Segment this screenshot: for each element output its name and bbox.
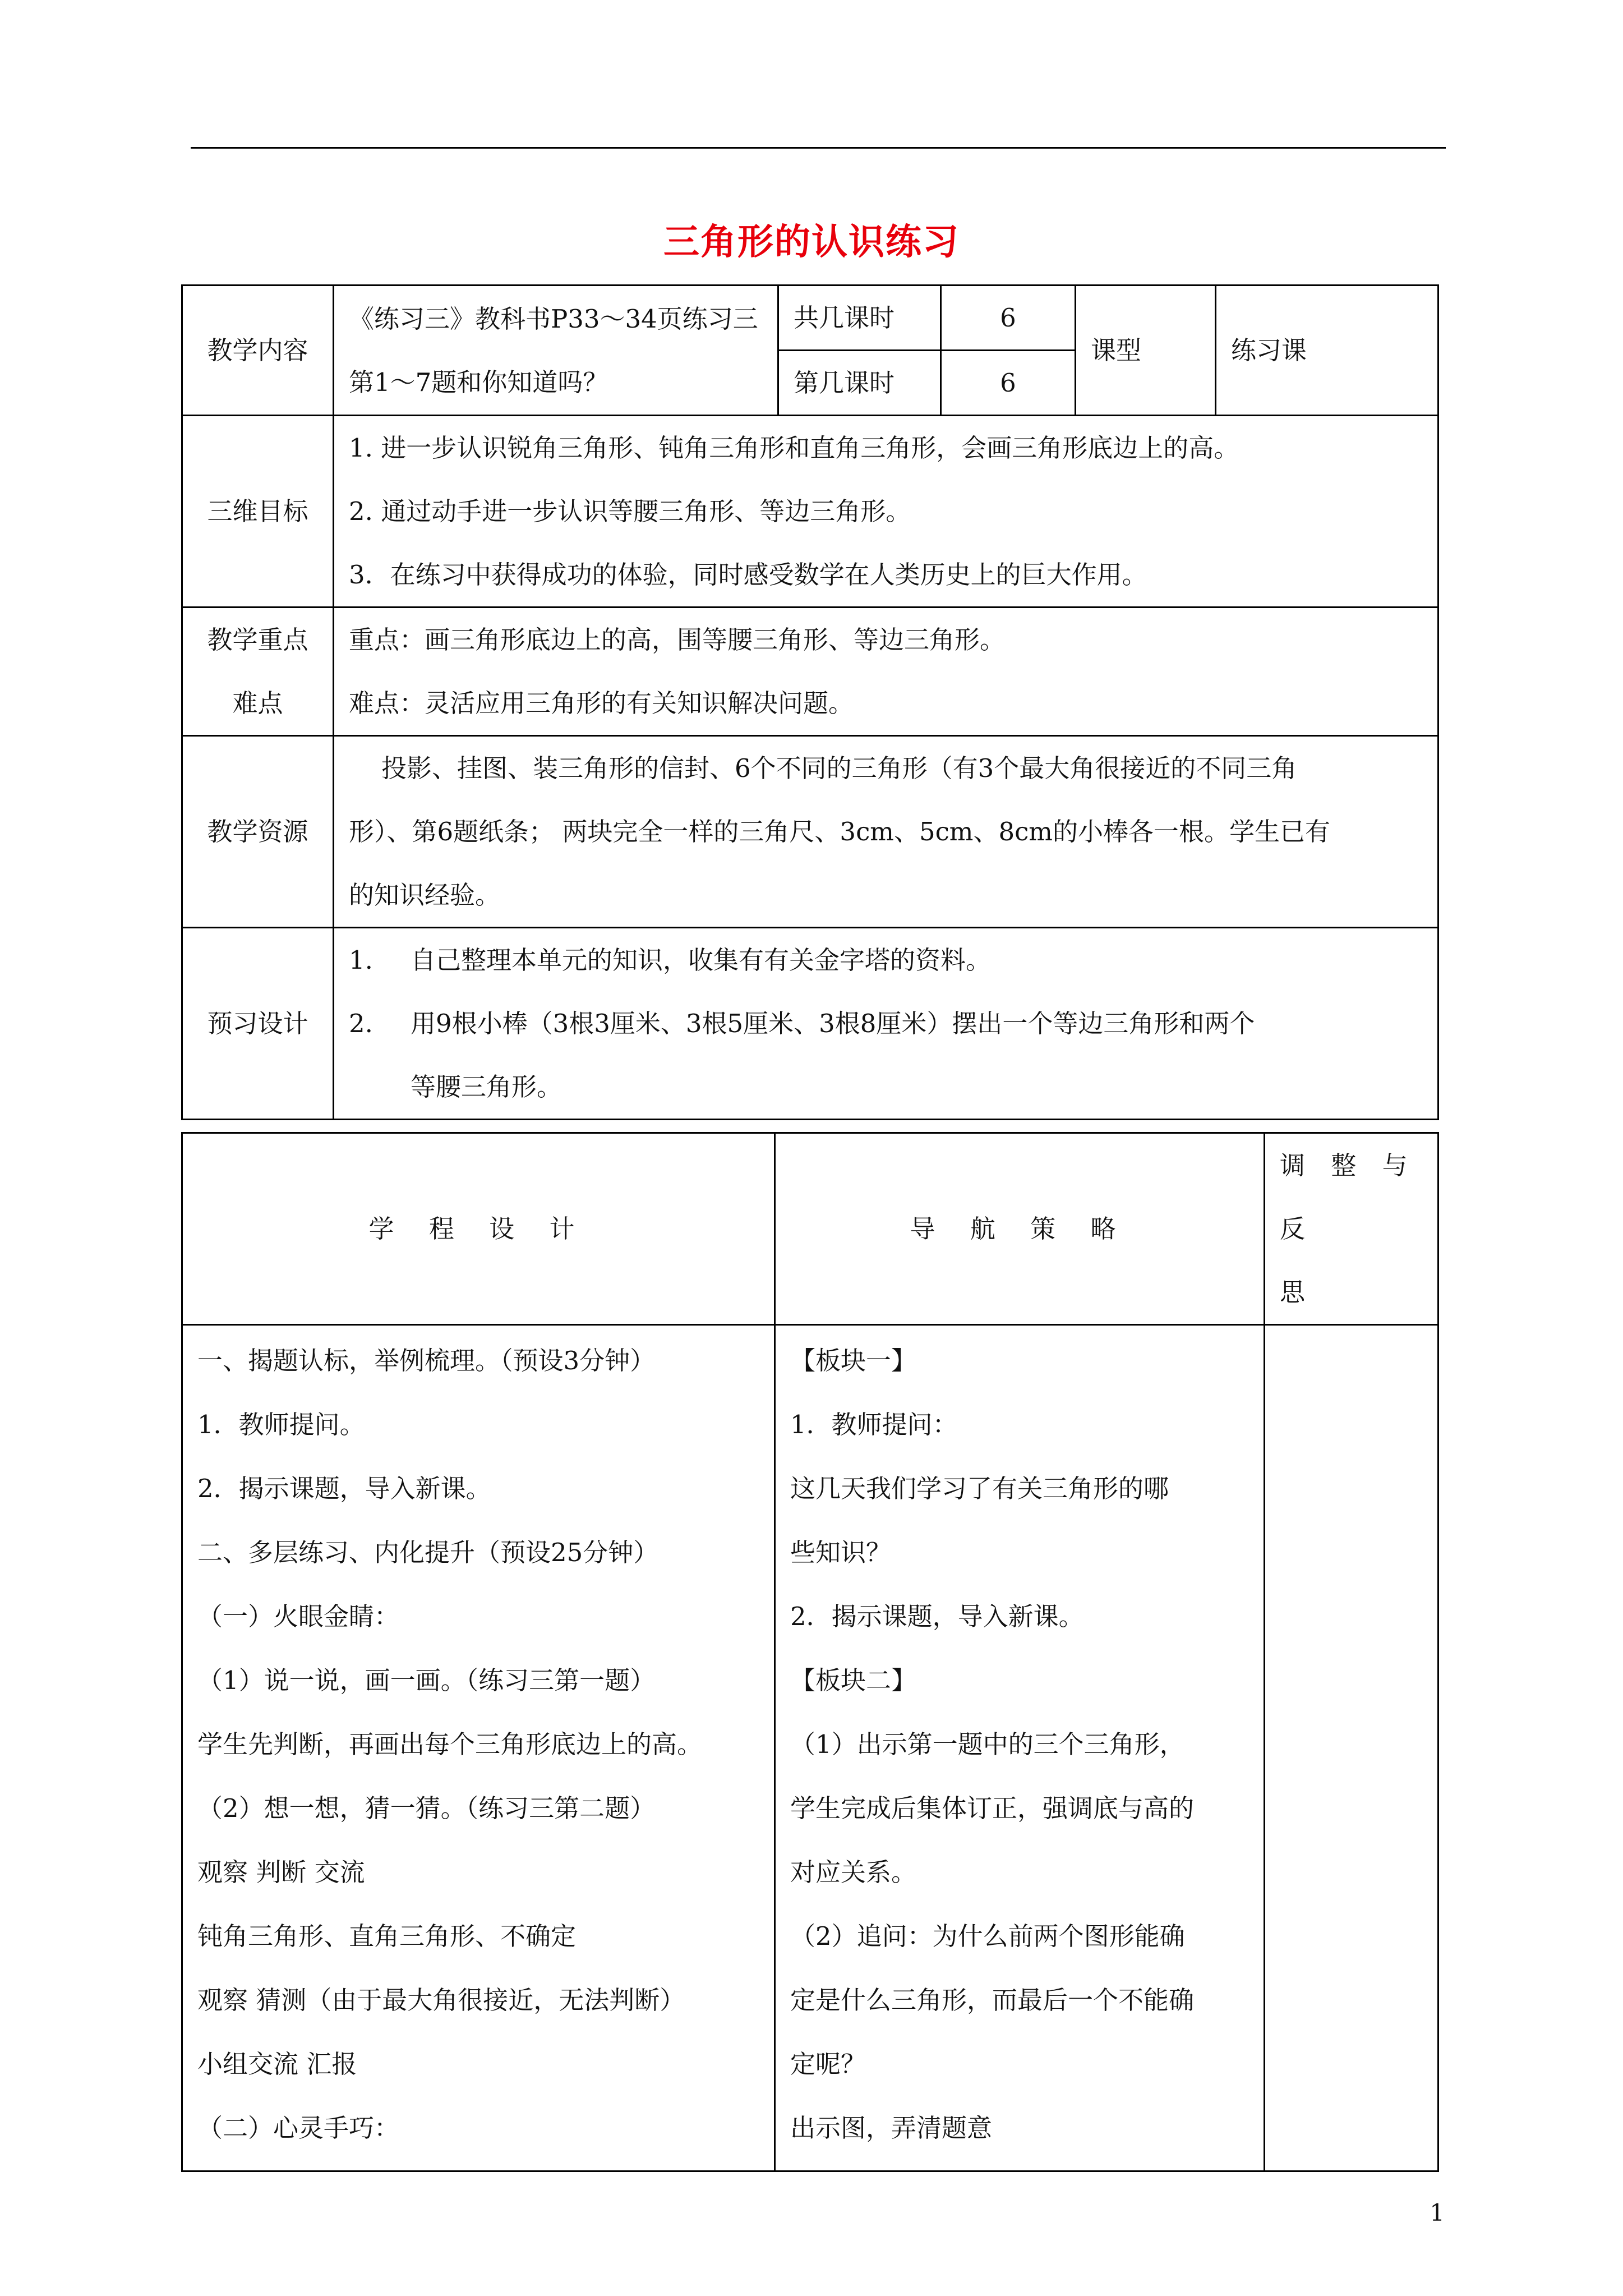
- study-line: （二）心灵手巧：: [197, 2113, 400, 2143]
- study-line: （2）想一想，猜一猜。（练习三第二题）: [197, 1793, 656, 1823]
- preview-item-2-text-cont: 等腰三角形。: [411, 1072, 562, 1102]
- process-body-row: [182, 1325, 1438, 2171]
- row-content-1: [182, 286, 1438, 351]
- content-label: 教学内容: [182, 286, 334, 416]
- focus-label-line1: 教学重点: [207, 625, 308, 655]
- total-lessons-label: 共几课时: [778, 286, 941, 351]
- preview-item-2: [349, 992, 1423, 1055]
- strategy-line: 2．揭示课题，导入新课。: [790, 1602, 1084, 1631]
- preview-label: 预习设计: [182, 928, 334, 1120]
- resources-line: 的知识经验。: [349, 880, 501, 910]
- goals-content: [334, 416, 1438, 608]
- lesson-type-label: 课型: [1076, 286, 1216, 416]
- goal-item: 1. 进一步认识锐角三角形、钝角三角形和直角三角形，会画三角形底边上的高。: [349, 433, 1239, 463]
- content-text: [334, 286, 778, 416]
- goal-item: 2. 通过动手进一步认识等腰三角形、等边三角形。: [349, 496, 911, 526]
- study-line: 钝角三角形、直角三角形、不确定: [197, 1921, 577, 1951]
- resources-line: 形）、第6题纸条； 两块完全一样的三角尺、3cm、5cm、8cm的小棒各一根。学生已有: [349, 817, 1330, 846]
- navigation-strategy-column: [775, 1325, 1265, 2171]
- preview-item-2-num: 2.: [349, 1009, 373, 1038]
- process-col1-header: 学 程 设 计: [182, 1133, 775, 1325]
- lesson-type-value: 练习课: [1216, 286, 1438, 416]
- process-col3-header: [1265, 1133, 1438, 1325]
- row-resources: [182, 736, 1438, 928]
- strategy-line: （1）出示第一题中的三个三角形，: [790, 1729, 1185, 1759]
- resources-content: [334, 736, 1438, 928]
- resources-label: 教学资源: [182, 736, 334, 928]
- key-point: 重点：画三角形底边上的高，围等腰三角形、等边三角形。: [349, 625, 1006, 655]
- row-focus: [182, 608, 1438, 736]
- focus-content: [334, 608, 1438, 736]
- study-line: 1．教师提问。: [197, 1410, 365, 1439]
- study-line: 2．揭示课题，导入新课。: [197, 1474, 491, 1503]
- process-col3-header-line1: 调 整 与 反: [1280, 1151, 1417, 1244]
- study-line: 观察 判断 交流: [197, 1857, 365, 1887]
- strategy-line: 【板块一】: [790, 1346, 917, 1375]
- strategy-line: 这几天我们学习了有关三角形的哪: [790, 1474, 1169, 1503]
- preview-item-1-text: 自己整理本单元的知识，收集有有关金字塔的资料。: [411, 945, 992, 975]
- strategy-line: 些知识？: [790, 1538, 892, 1567]
- lesson-index-label: 第几课时: [778, 351, 941, 416]
- process-col3-header-line2: 思: [1280, 1277, 1306, 1307]
- strategy-line: 1．教师提问：: [790, 1410, 958, 1439]
- preview-content: [334, 928, 1438, 1120]
- page-number: 1: [1430, 2199, 1445, 2226]
- content-text-value: 《练习三》教科书P33～34页练习三第1～7题和你知道吗？: [349, 303, 758, 397]
- study-line: （1）说一说，画一画。（练习三第一题）: [197, 1665, 656, 1695]
- study-line: 观察 猜测（由于最大角很接近，无法判断）: [197, 1985, 685, 2015]
- study-line: 二、多层练习、内化提升（预设25分钟）: [197, 1538, 659, 1567]
- process-header-row: [182, 1133, 1438, 1325]
- total-lessons-value: 6: [941, 286, 1076, 351]
- strategy-line: 学生完成后集体订正，强调底与高的: [790, 1793, 1195, 1823]
- focus-label-line2: 难点: [232, 688, 283, 718]
- process-col2-header: 导 航 策 略: [775, 1133, 1265, 1325]
- study-line: 小组交流 汇报: [197, 2049, 357, 2079]
- strategy-line: 定呢？: [790, 2049, 866, 2079]
- preview-item-1-num: 1.: [349, 945, 373, 975]
- strategy-line: （2）追问：为什么前两个图形能确: [790, 1921, 1185, 1951]
- goal-item: 3．在练习中获得成功的体验，同时感受数学在人类历史上的巨大作用。: [349, 560, 1147, 590]
- lesson-index-value: 6: [941, 351, 1076, 416]
- focus-label: [182, 608, 334, 736]
- strategy-line: 定是什么三角形，而最后一个不能确: [790, 1985, 1195, 2015]
- preview-item-1: [349, 928, 1423, 992]
- row-goals: [182, 416, 1438, 608]
- lesson-plan-table: [181, 284, 1439, 1120]
- process-table: [181, 1132, 1439, 2172]
- strategy-line: 出示图，弄清题意: [790, 2113, 993, 2143]
- preview-item-2-cont: [349, 1055, 1423, 1119]
- study-line: 一、揭题认标，举例梳理。（预设3分钟）: [197, 1346, 656, 1375]
- goals-label: 三维目标: [182, 416, 334, 608]
- strategy-line: 对应关系。: [790, 1857, 917, 1887]
- study-process-column: [182, 1325, 775, 2171]
- adjustment-reflection-column: [1265, 1325, 1438, 2171]
- study-line: 学生先判断，再画出每个三角形底边上的高。: [197, 1729, 703, 1759]
- study-line: （一）火眼金睛：: [197, 1602, 400, 1631]
- difficulty: 难点：灵活应用三角形的有关知识解决问题。: [349, 688, 854, 718]
- row-preview: [182, 928, 1438, 1120]
- preview-item-2-text: 用9根小棒（3根3厘米、3根5厘米、3根8厘米）摆出一个等边三角形和两个: [411, 1009, 1255, 1038]
- resources-line: 投影、挂图、装三角形的信封、6个不同的三角形（有3个最大角很接近的不同三角: [381, 753, 1297, 783]
- strategy-line: 【板块二】: [790, 1665, 917, 1695]
- page-title: 三角形的认识练习: [663, 221, 960, 263]
- header-rule: [191, 147, 1446, 149]
